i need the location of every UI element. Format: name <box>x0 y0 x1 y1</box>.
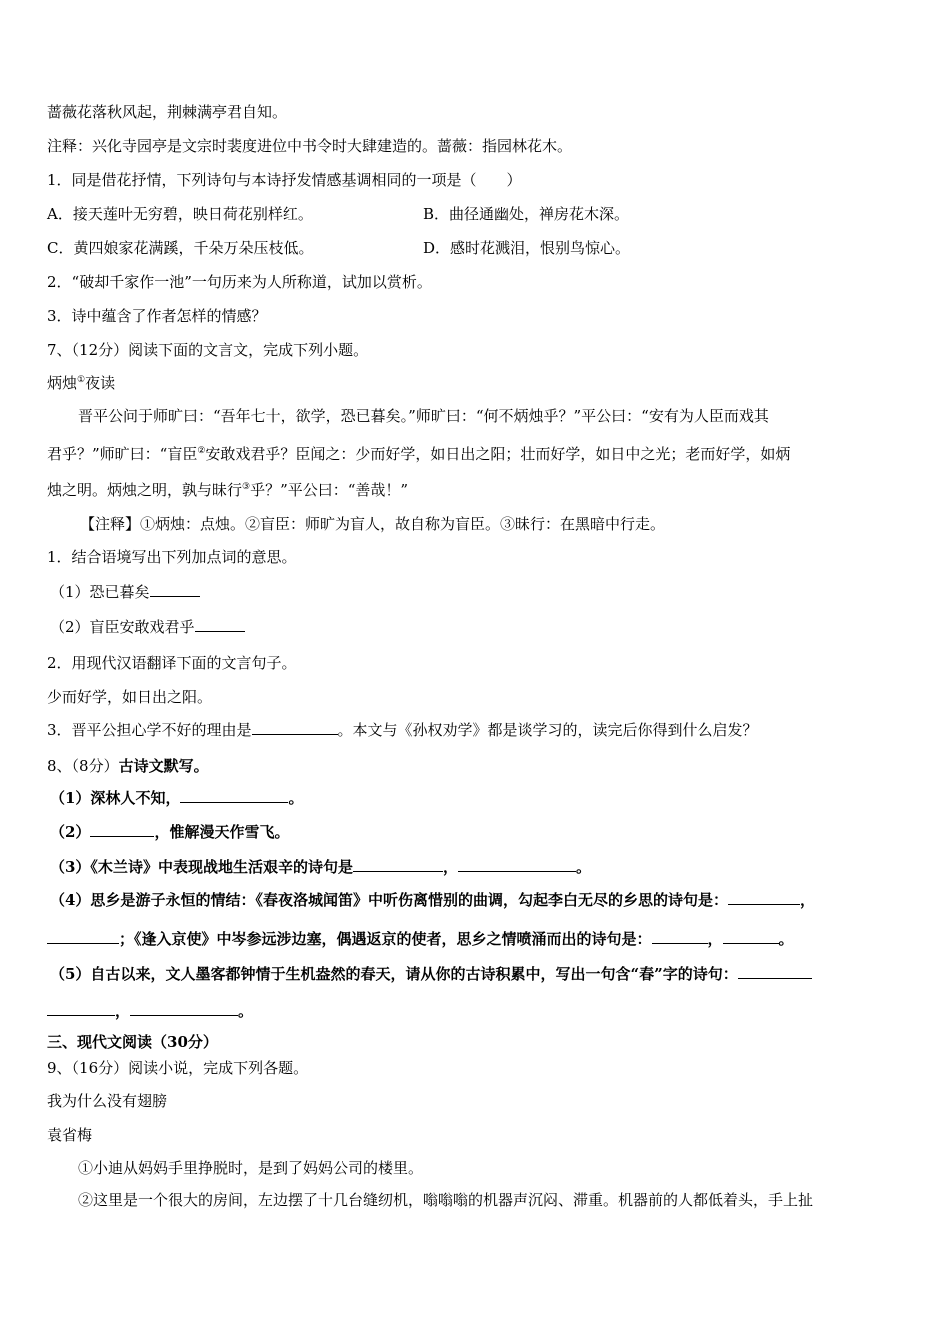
q7-header: 7、（12分）阅读下面的文言文，完成下列小题。 <box>47 341 369 359</box>
option-d: D．感时花溅泪，恨别鸟惊心。 <box>423 239 631 257</box>
q7-annotation: 【注释】①炳烛：点烛。②盲臣：师旷为盲人，故自称为盲臣。③昧行：在黑暗中行走。 <box>80 515 666 533</box>
q8-item-2-text: （2） <box>50 823 91 841</box>
answer-blank[interactable] <box>353 857 443 872</box>
q9-header: 9、（16分）阅读小说，完成下列各题。 <box>47 1059 309 1077</box>
footnote-marker: ③ <box>242 482 251 492</box>
answer-blank[interactable] <box>252 720 338 735</box>
q8-item-4-sep: ， <box>799 891 815 909</box>
option-c: C．黄四娘家花满蹊，千朵万朵压枝低。 <box>47 239 314 257</box>
answer-blank[interactable] <box>150 582 200 597</box>
answer-blank[interactable] <box>458 857 576 872</box>
q8-item-5-sep: ， <box>115 1002 131 1020</box>
answer-blank[interactable] <box>180 788 288 803</box>
q8-item-4-line-2 <box>47 929 794 949</box>
poem-question-1: 1．同是借花抒情，下列诗句与本诗抒发情感基调相同的一项是（ ） <box>47 171 522 189</box>
q7-question-2-sentence: 少而好学，如日出之阳。 <box>47 688 213 706</box>
q8-item-5-text: （5）自古以来，文人墨客都钟情于生机盎然的春天，请从你的古诗积累中，写出一句含“春”字的诗句： <box>50 965 738 983</box>
answer-blank[interactable] <box>195 617 245 632</box>
option-a: A．接天莲叶无穷碧，映日荷花别样红。 <box>47 205 313 223</box>
q7-question-3 <box>47 720 758 740</box>
story-title: 我为什么没有翅膀 <box>47 1092 168 1110</box>
answer-blank[interactable] <box>47 1001 115 1016</box>
q8-item-4-text-2: ；《逢入京使》中岑参远涉边塞，偶遇返京的使者，思乡之情喷涌而出的诗句是： <box>119 930 652 948</box>
q8-header-title: 古诗文默写。 <box>118 757 209 775</box>
q8-item-3-sep: ， <box>442 858 458 876</box>
q7-title-part-b: 夜读 <box>85 374 116 392</box>
q7-question-2: 2．用现代汉语翻译下面的文言句子。 <box>47 654 297 672</box>
q7-passage-line-3-a: 烛之明。炳烛之明，孰与昧行 <box>47 481 243 499</box>
answer-blank[interactable] <box>47 929 119 944</box>
footnote-marker: ① <box>77 375 86 385</box>
q8-item-1-text: （1）深林人不知， <box>50 789 181 807</box>
q8-item-1 <box>50 788 303 808</box>
q8-item-3-text: （3）《木兰诗》中表现战地生活艰辛的诗句是 <box>50 858 353 876</box>
q8-item-2 <box>50 822 289 842</box>
answer-blank[interactable] <box>723 929 779 944</box>
q7-question-1-2 <box>50 617 245 637</box>
q7-question-1: 1．结合语境写出下列加点词的意思。 <box>47 548 297 566</box>
q8-header <box>47 756 209 776</box>
answer-blank[interactable] <box>738 964 812 979</box>
footnote-marker: ② <box>197 446 206 456</box>
poem-question-3: 3．诗中蕴含了作者怎样的情感？ <box>47 307 267 325</box>
q7-question-3-b: 。本文与《孙权劝学》都是谈学习的，读完后你得到什么启发？ <box>337 721 758 739</box>
option-row-ab <box>47 204 630 224</box>
q7-title <box>47 373 115 393</box>
answer-blank[interactable] <box>728 890 800 905</box>
q8-item-2-end: ，惟解漫天作雪飞。 <box>154 823 290 841</box>
q7-passage-line-3 <box>47 480 408 500</box>
q7-question-3-a: 3．晋平公担心学不好的理由是 <box>47 721 252 739</box>
q7-passage-line-2-a: 君乎？”师旷曰：“盲臣 <box>47 445 198 463</box>
story-paragraph-1: ①小迪从妈妈手里挣脱时，是到了妈妈公司的楼里。 <box>78 1159 424 1177</box>
q7-passage-line-2-b: 安敢戏君乎？臣闻之：少而好学，如日出之阳；壮而好学，如日中之光；老而好学，如炳 <box>205 445 791 463</box>
story-paragraph-2: ②这里是一个很大的房间，左边摆了十几台缝纫机，嗡嗡嗡的机器声沉闷、滞重。机器前的人都低着头，手上扯 <box>78 1191 814 1209</box>
option-row-cd <box>47 238 631 258</box>
q8-item-4-end: 。 <box>778 930 794 948</box>
q7-passage-line-3-b: 乎？”平公曰：“善哉！” <box>250 481 409 499</box>
poem-note: 注释：兴化寺园亭是文宗时裴度进位中书令时大肆建造的。蔷薇：指园林花木。 <box>47 137 573 155</box>
answer-blank[interactable] <box>90 822 154 837</box>
q8-item-4-text: （4）思乡是游子永恒的情结：《春夜洛城闻笛》中听伤离惜别的曲调，勾起李白无尽的乡思的诗句是： <box>50 891 728 909</box>
story-author: 袁省梅 <box>47 1126 93 1144</box>
option-b: B．曲径通幽处，禅房花木深。 <box>423 205 630 223</box>
q8-item-3 <box>50 857 591 877</box>
q8-item-1-end: 。 <box>288 789 304 807</box>
q7-question-1-1 <box>50 582 200 602</box>
q8-item-3-end: 。 <box>575 858 591 876</box>
q8-item-4-line-1 <box>50 890 815 910</box>
poem-last-line: 蔷薇花落秋风起，荆棘满亭君自知。 <box>47 103 288 121</box>
answer-blank[interactable] <box>652 929 708 944</box>
q7-passage-line-1: 晋平公问于师旷曰：“吾年七十，欲学，恐已暮矣。”师旷曰：“何不炳烛乎？”平公曰：“安有为人臣而戏其 <box>78 407 769 425</box>
poem-question-2: 2．“破却千家作一池”一句历来为人所称道，试加以赏析。 <box>47 273 432 291</box>
q8-header-score: 8、（8分） <box>47 757 119 775</box>
q7-question-1-1-text: （1）恐已暮矣 <box>50 583 150 601</box>
q8-item-5-line-1 <box>50 964 812 984</box>
q8-item-5-line-2 <box>47 1001 253 1021</box>
answer-blank[interactable] <box>130 1001 238 1016</box>
q7-passage-line-2 <box>47 444 790 464</box>
section-3-heading: 三、现代文阅读（30分） <box>47 1033 218 1051</box>
q7-title-part-a: 炳烛 <box>47 374 78 392</box>
q8-item-4-sep-2: ， <box>707 930 723 948</box>
q7-question-1-2-text: （2）盲臣安敢戏君乎 <box>50 618 195 636</box>
q8-item-5-end: 。 <box>238 1002 254 1020</box>
